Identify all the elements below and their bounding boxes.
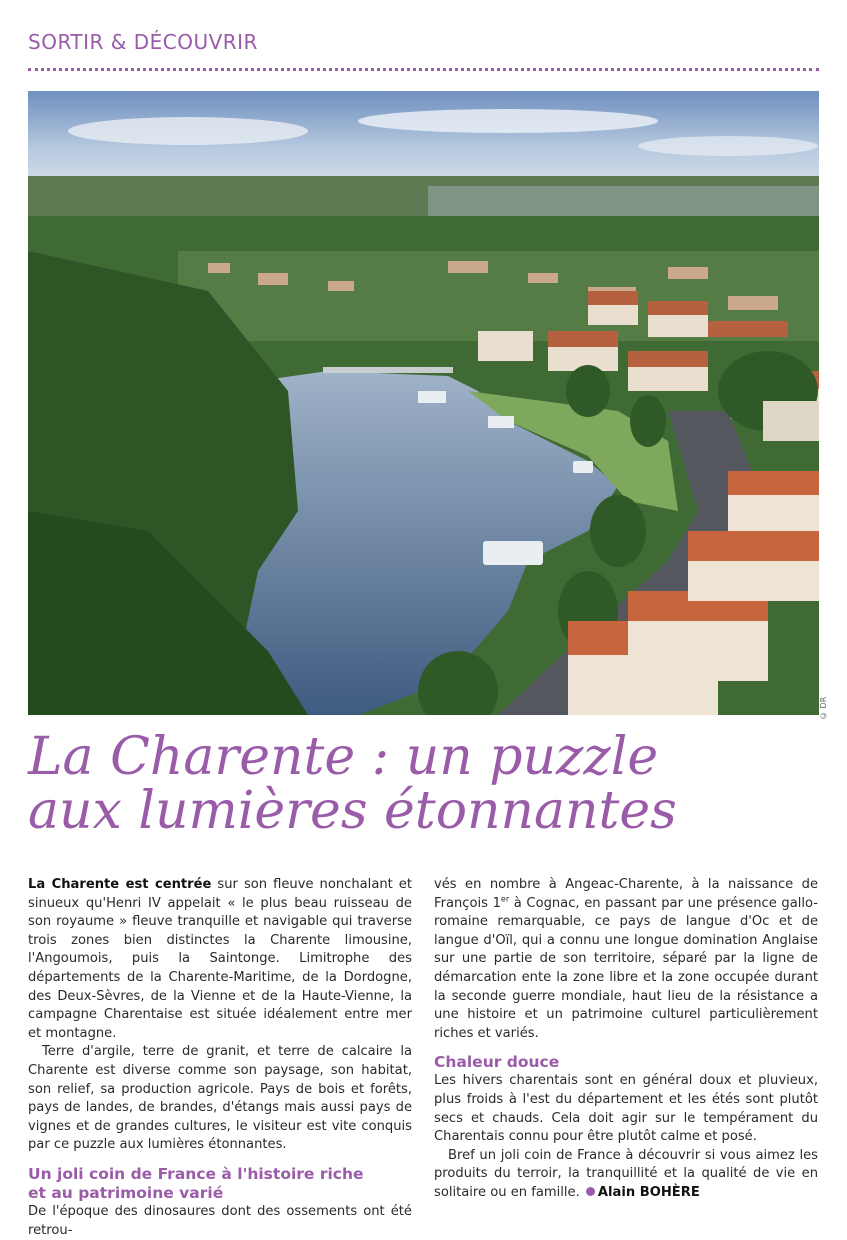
paragraph-5 [434,1147,818,1203]
paragraph-4: Les hivers charentais sont en général doux et pluvieux, plus froids à l'est du département et les étés sont plutôt secs et chauds. Cela doit agir sur le tempérament du Charentais connu pour être plutôt calme et posé. [434,1073,818,1145]
title-line-1: La Charente : un puzzle [28,727,659,787]
article-column-left [28,876,412,1240]
subheading-history-line-2: et au patrimoine varié [28,1183,224,1202]
paragraph-1-text: sur son fleuve nonchalant et sinueux qu'Henri IV appelait « le plus beau ruisseau de son royaume » fleuve tranquille et navigable qui traverse trois zones bien distinctes la Charente limousine, l'Angoumois, puis la Saintonge. Limitrophe des départements de la Charente-Maritime, de la Dordogne, des Deux-Sèvres, de la Vienne et de la Haute-Vienne, la campagne Charentaise est située idéalement entre mer et montagne. [28,877,412,1041]
paragraph-2: Terre d'argile, terre de granit, et terre de calcaire la Charente est diverse comme son paysage, son habitat, son relief, sa production agricole. Pays de bois et forêts, pays de landes, de brandes, d'étangs mais aussi pays de vignes et de grandes cultures, le visiteur est vite conquis par ce puzzle aux lumières étonnantes. [28,1044,412,1153]
paragraph-3-start: De l'époque des dinosaures dont des ossements ont été retrou- [28,1203,412,1238]
photo-credit: © DR [819,696,828,720]
article-column-right [434,876,818,1203]
title-line-2: aux lumières étonnantes [28,781,677,841]
spacer [434,1043,818,1053]
paragraph-3-continued [434,876,818,1043]
spacer [28,1155,412,1165]
subheading-history-line-1: Un joli coin de France à l'histoire riche [28,1164,364,1183]
superscript-er: er [500,894,510,904]
subheading-history [28,1165,412,1203]
bullet-dot-icon [586,1187,595,1196]
river-landscape-illustration [28,91,819,715]
paragraph-1 [28,876,412,1043]
paragraph-3-text-a: vés en nombre à Angeac-Charente, à la naissance de François 1 [434,877,818,911]
section-label: SORTIR & DÉCOUVRIR [28,30,258,54]
paragraph-5-text: Bref un joli coin de France à découvrir si vous aimez les produits du terroir, la tranquillité et la qualité de vie en solitaire ou en famille. [434,1147,818,1200]
subheading-climate: Chaleur douce [434,1053,560,1072]
article-title [28,727,808,841]
author-name: Alain BOHÈRE [597,1184,700,1200]
dotted-divider [28,68,819,71]
charente-river-photo [28,91,819,715]
paragraph-3-text-b: à Cognac, en passant par une présence gallo-romaine remarquable, ce pays de langue d'Oc et de langue d'Oïl, qui a connu une longue domination Anglaise sur une partie de son territoire, séparé par la ligne de démarcation ente la zone libre et la zone occupée durant la seconde guerre mondiale, haut lieu de la résistance a une histoire et un patrimoine culturel particulièrement riches et variés. [434,895,818,1041]
lead-in: La Charente est centrée [28,877,212,892]
